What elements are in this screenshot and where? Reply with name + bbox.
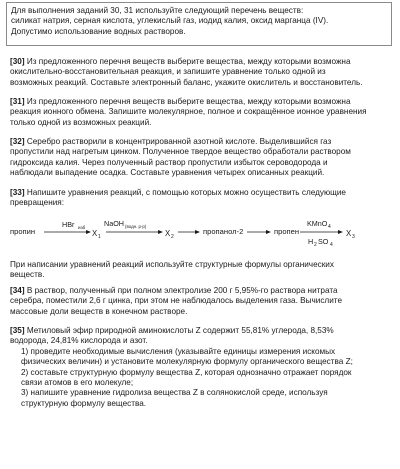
task-32-line-4: наблюдали выпадение осадка. Составьте уравнения четырех описанных реакций. xyxy=(10,168,325,178)
scheme-x2: X xyxy=(165,229,171,238)
intro-box xyxy=(6,2,392,46)
scheme-x3-sub: 3 xyxy=(352,234,355,240)
intro-line-3: Допустимо использование водных растворов. xyxy=(11,26,186,36)
task-35-item-1a: 1) проведите необходимые вычисления (указывайте единицы измерения искомых xyxy=(21,346,336,356)
task-34 xyxy=(10,286,394,317)
intro-line-1: Для выполнения заданий 30, 31 используйте следующий перечень веществ: xyxy=(11,6,304,15)
task-30-number: [30] xyxy=(10,57,25,66)
scheme-arrowhead-4 xyxy=(266,230,271,234)
task-35 xyxy=(10,326,394,409)
scheme-arrowhead-1 xyxy=(86,230,91,234)
task-35-number: [35] xyxy=(10,326,25,335)
scheme-x2-sub: 2 xyxy=(171,234,174,240)
task-33-after xyxy=(10,260,394,281)
scheme-x3: X xyxy=(346,229,352,238)
scheme-reagent-4-top-sub: 4 xyxy=(328,224,331,230)
scheme-x1-sub: 1 xyxy=(98,234,101,240)
task-31-line-1: Из предложенного перечня веществ выберите вещества, между которыми возможна xyxy=(26,97,351,106)
task-35-item-2b: связи атомов в его молекуле; xyxy=(21,378,134,388)
task-31-line-2: реакция ионного обмена. Запишите молекулярное, полное и сокращённое ионное уравнения xyxy=(10,107,367,117)
scheme-reagent-2-sub: (водн. р-р) xyxy=(125,224,147,229)
scheme-propanol: пропанол-2 xyxy=(203,227,244,236)
scheme-reagent-4-bottom-sub2: 4 xyxy=(330,242,333,248)
task-32-number: [32] xyxy=(10,137,25,146)
task-34-line-3: массовые доли веществ в конечном растворе. xyxy=(10,306,188,316)
task-32-line-2: пропустили над нагретым цинком. Полученное твердое вещество обработали раствором xyxy=(10,147,351,157)
scheme-reagent-4-bottom-sub1: 2 xyxy=(314,242,317,248)
task-33-line-2: превращения: xyxy=(10,198,64,208)
scheme-start: пропин xyxy=(10,227,36,236)
task-32-line-1: Серебро растворили в концентрированной азотной кислоте. Выделившийся газ xyxy=(26,137,332,146)
scheme-reagent-4-top: KMnO xyxy=(307,219,328,228)
scheme-reagent-4-bottom-h: H xyxy=(308,237,314,246)
scheme-x1: X xyxy=(92,229,98,238)
scheme-arrowhead-5 xyxy=(338,230,343,234)
reaction-scheme xyxy=(0,215,400,255)
scheme-arrowhead-3 xyxy=(195,230,200,234)
task-30-line-3: возможных реакций. Составьте электронный баланс, укажите окислитель и восстановитель. xyxy=(10,77,363,87)
task-35-item-3b: структурную формулу вещества. xyxy=(21,398,147,408)
task-35-item-2a: 2) составьте структурную формулу вещества Z, которая однозначно отражает порядок xyxy=(21,367,352,377)
task-30-line-1: Из предложенного перечня веществ выберите вещества, между которыми возможна xyxy=(26,57,351,66)
scheme-reagent-4-bottom-so: SO xyxy=(318,237,329,246)
scheme-propene: пропен xyxy=(274,227,300,236)
task-33-after-line-1: При написании уравнений реакций используйте структурные формулы органических xyxy=(10,260,334,269)
intro-line-2: силикат натрия, серная кислота, углекислый газ, иодид калия, оксид марганца (IV). xyxy=(11,16,329,26)
task-35-line-2: водорода, 24,81% кислорода и азот. xyxy=(10,336,148,346)
task-34-number: [34] xyxy=(10,286,25,295)
task-31-line-3: только одной из возможных реакций. xyxy=(10,117,152,127)
scheme-reagent-1-sub: изб xyxy=(78,225,86,230)
task-34-line-2: серебра, поместили 2,6 г цинка, при этом не наблюдалось выделения газа. Вычислите xyxy=(10,296,342,306)
task-35-item-3a: 3) напишите уравнение гидролиза вещества Z в солянокислой среде, используя xyxy=(21,388,328,398)
task-31-number: [31] xyxy=(10,97,25,106)
task-31 xyxy=(10,97,394,128)
task-33-line-1: Напишите уравнения реакций, с помощью которых можно осуществить следующие xyxy=(26,188,346,197)
task-30-line-2: окислительно-восстановительная реакция, и запишите уравнение только одной из xyxy=(10,67,326,77)
task-30 xyxy=(10,57,394,88)
task-34-line-1: В раствор, полученный при полном электролизе 200 г 5,95%-го раствора нитрата xyxy=(26,286,338,295)
task-32-line-3: гидроксида калия. Через полученный раствор пропустили избыток сероводорода и xyxy=(10,157,328,167)
scheme-reagent-2: NaOH xyxy=(104,219,124,228)
task-32 xyxy=(10,137,394,179)
scheme-arrowhead-2 xyxy=(158,230,163,234)
task-33-after-line-2: веществ. xyxy=(10,270,45,280)
task-35-line-1: Метиловый эфир природной аминокислоты Z содержит 55,81% углерода, 8,53% xyxy=(26,326,334,335)
task-33 xyxy=(10,188,394,209)
scheme-reagent-1: HBr xyxy=(62,220,75,229)
task-35-item-1b: физических величин) и установите молекулярную формулу органического вещества Z; xyxy=(21,357,353,367)
task-33-number: [33] xyxy=(10,188,25,197)
